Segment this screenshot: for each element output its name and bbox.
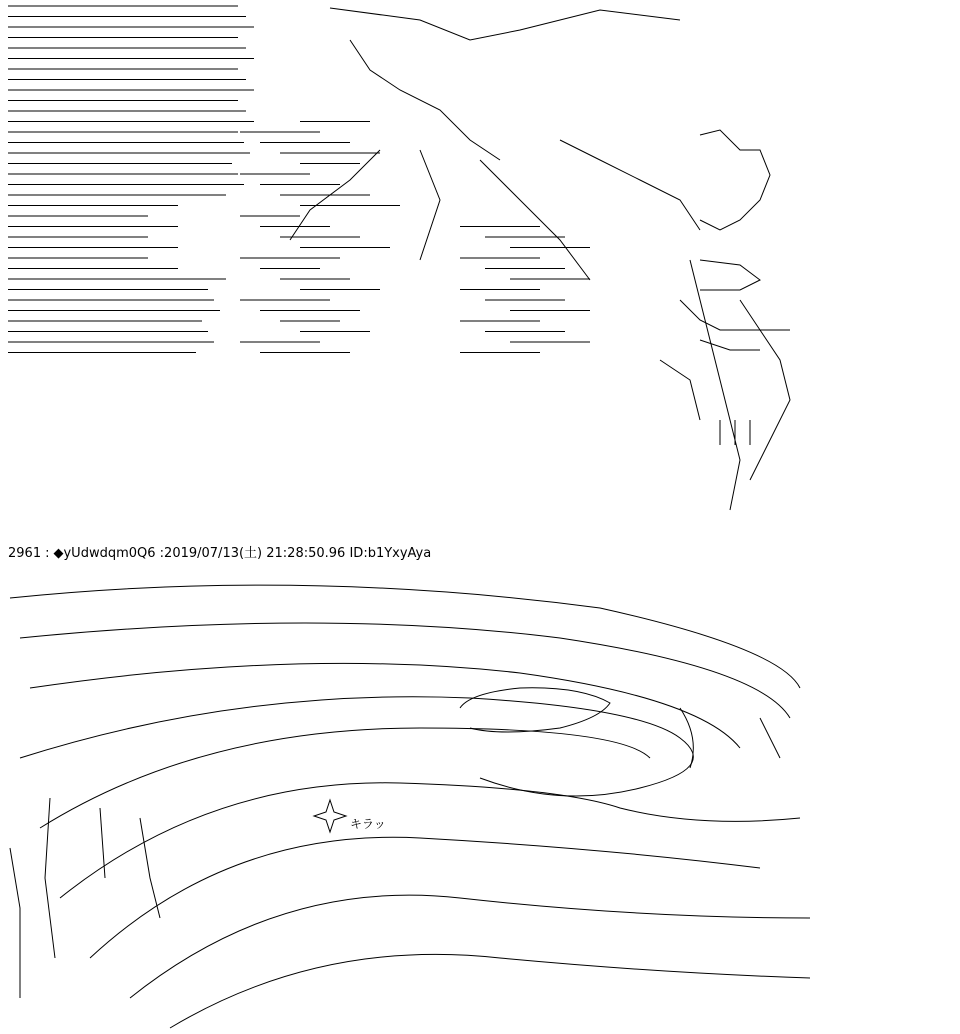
- post-number: 2961: [8, 546, 42, 561]
- sparkle-caption: キラッ: [350, 817, 386, 831]
- art-bird-right: [680, 130, 790, 350]
- art-figure-lines: [290, 8, 790, 510]
- post-number-separator: :: [45, 546, 50, 561]
- post-id: ID:b1YxyAya: [349, 546, 432, 561]
- art-swirl: [10, 585, 810, 1028]
- post-header: [8, 544, 952, 564]
- ascii-art-bottom: [0, 578, 960, 1034]
- sparkle-icon: [314, 800, 346, 832]
- post-date: :2019/07/13(土) 21:28:50.96: [159, 546, 346, 561]
- post-author-trip: ◆yUdwdqm0Q6: [53, 546, 156, 561]
- art-hatching-left: [8, 6, 590, 353]
